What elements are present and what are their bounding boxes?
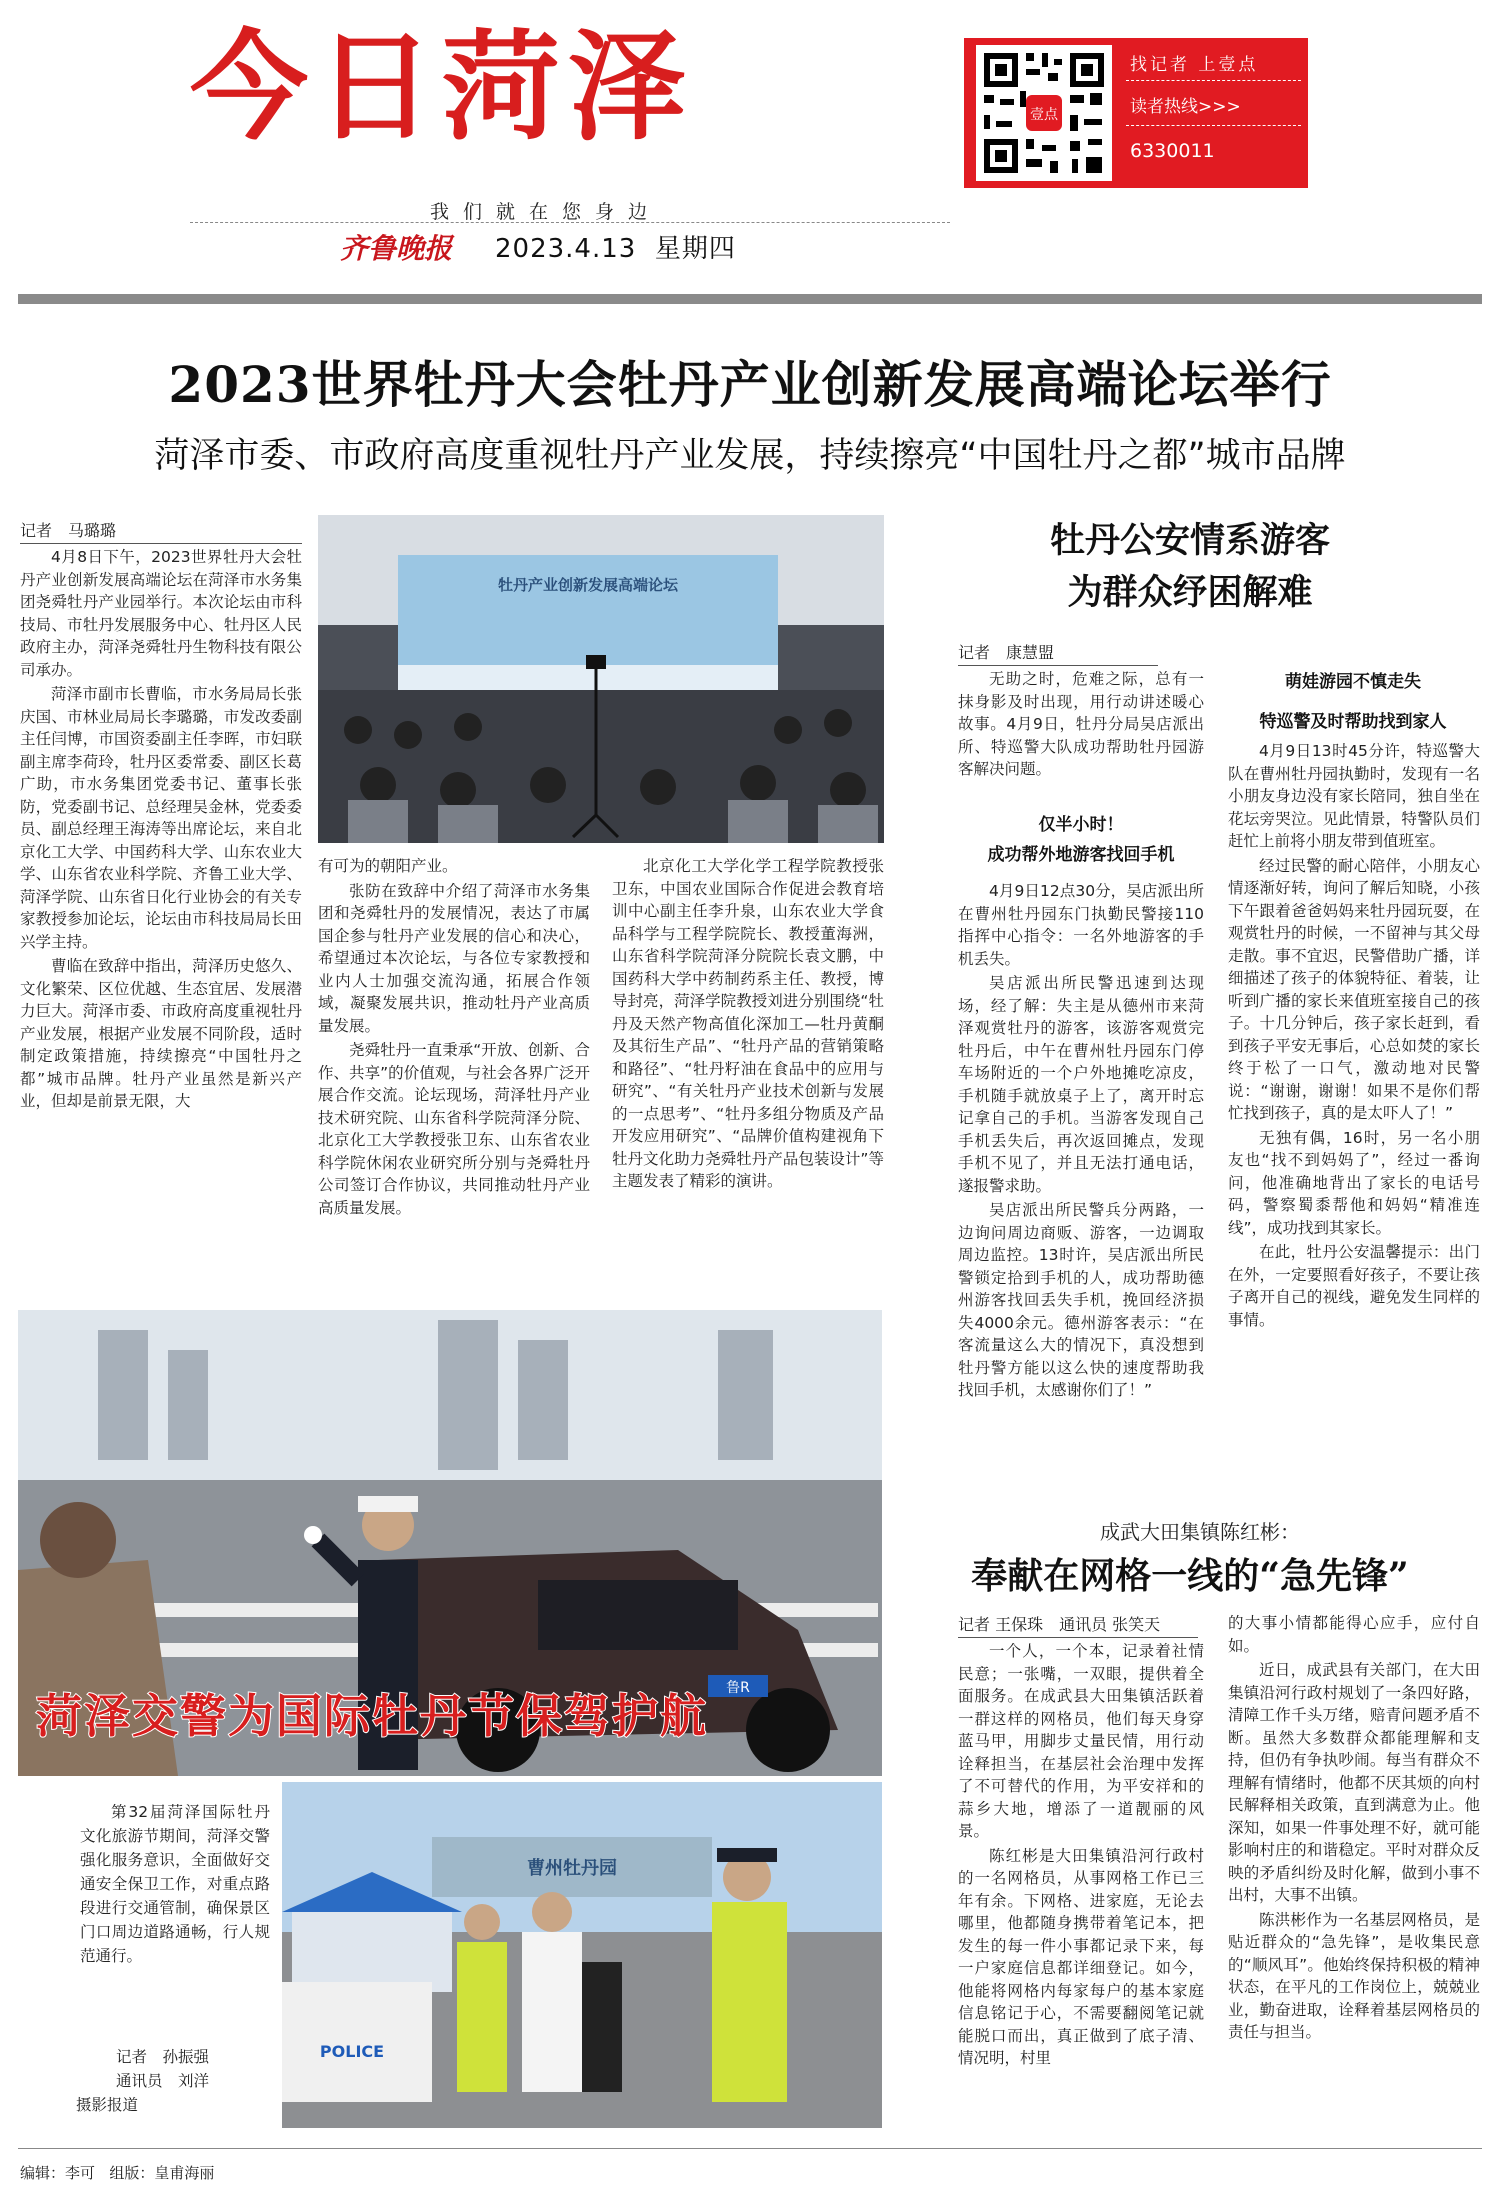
masthead-bar [18,294,1482,304]
police-sub2-body [1228,740,1480,1492]
paragraph: 在此，牡丹公安温馨提示：出门在外，一定要照看好孩子，不要让孩子离开自己的视线，避免发生同样的事情。 [1228,1243,1480,1329]
paragraph: 张防在致辞中介绍了菏泽市水务集团和尧舜牡丹的发展情况，表达了市属国企参与牡丹产业发展的信心和决心，希望通过本次论坛，与各位专家教授和业内人士加强交流沟通，拓展合作领域，凝聚发展共识，推动牡丹产业高质量发展。 [318,881,590,1035]
subheading-line: 萌娃游园不慎走失 [1285,672,1421,692]
paragraph: 曹临在致辞中指出，菏泽历史悠久、文化繁荣、区位优越、生态宜居、发展潜力巨大。菏泽市委、市政府高度重视牡丹产业发展，根据产业发展不同阶段，适时制定政策措施，持续擦亮“中国牡丹之都”城市品牌。牡丹产业虽然是新兴产业，但却是前景无限，大 [20,957,302,1110]
paragraph: 经过民警的耐心陪伴，小朋友心情逐渐好转，询问了解后知晓，小孩下午跟着爸爸妈妈来牡丹园玩耍，在观赏牡丹的时候，一不留神与其父母走散。事不宜迟，民警借助广播，详细描述了孩子的体貌特征、着装，让听到广播的家长来值班室接自己的孩子。十几分钟后，孩子家长赶到，看到孩子平安无事后，心总如焚的家长终于松了一口气，激动地对民警说：“谢谢，谢谢！如果不是你们帮忙找到孩子，真的是太吓人了！” [1228,856,1480,1122]
paragraph: 近日，成武县有关部门，在大田集镇沿河行政村规划了一条四好路，清障工作千头万绪，赔青问题矛盾不断。虽然大多数群众都能理解和支持，但仍有争执吵闹。每当有群众不理解有情绪时，他都不厌其烦的向村民解释相关政策，直到满意为止。他深知，如果一件事处理不好，就可能影响村庄的和谐稳定。平时对群众反映的矛盾纠纷及时化解，做到小事不出村，大事不出镇。 [1228,1661,1480,1904]
traffic-police-photo [18,1310,882,1776]
correspondent-credit: 通讯员 刘洋 [116,2072,210,2090]
main-article-col2 [318,855,590,1275]
paragraph: 第32届菏泽国际牡丹文化旅游节期间，菏泽交警强化服务意识，全面做好交通安全保卫工作，对重点路段进行交通管制，确保景区门口周边道路通畅，行人规范通行。 [80,1803,270,1965]
grid-story-headline: 奉献在网格一线的“急先锋” [971,1555,1409,1597]
paragraph: 无助之时，危难之际，总有一抹身影及时出现，用行动讲述暖心故事。4月9日，牡丹分局吴店派出所、特巡警大队成功帮助牡丹园游客解决问题。 [958,670,1204,778]
paragraph: 菏泽市副市长曹临，市水务局局长张庆国、市林业局局长李璐璐，市发改委副主任闫博，市国资委副主任李晖，市妇联副主席李荷玲，牡丹区委常委、副区长葛广助，市水务集团党委书记、董事长张防，党委副书记、总经理吴金林，党委委员、副总经理王海涛等出席论坛，来自北京化工大学、中国药科大学、山东农业大学、山东省农业科学院、齐鲁工业大学、菏泽学院、山东省日化行业协会的有关专家教授参加论坛，论坛由市科技局局长田兴学主持。 [20,685,302,951]
grid-story-kicker: 成武大田集镇陈红彬： [1100,1520,1300,1544]
grid-story-col2 [1228,1612,1480,2140]
paragraph: 陈红彬是大田集镇沿河行政村的一名网格员，从事网格工作已三年有余。下网格、进家庭，无论去哪里，他都随身携带着笔记本，把发生的每一件小事都记录下来，每一户家庭信息都详细登记。如今，他能将网格内每家每户的基本家庭信息铭记于心，不需要翻阅笔记就能脱口而出，真正做到了底子清、情况明，村里 [958,1846,1204,2067]
paragraph: 吴店派出所民警兵分两路，一边询问周边商贩、游客，一边调取周边监控。13时许，吴店派出所民警锁定拾到手机的人，成功帮助德州游客找回丢失手机，挽回经济损失4000余元。德州游客表示：“在客流量这么大的情况下，真没想到牡丹警方能以这么快的速度帮助我找回手机，太感谢你们了！” [958,1201,1204,1399]
footer-credits [20,2162,214,2183]
paragraph: 吴店派出所民警迅速到达现场，经了解：失主是从德州市来菏泽观赏牡丹的游客，该游客观赏完牡丹后，中午在曹州牡丹园东门停车场附近的一个户外地摊吃凉皮，手机随手就放桌子上了，离开时忘记拿自己的手机。当游客发现自己手机丢失后，再次返回摊点，发现手机不见了，并且无法打通电话，遂报警求助。 [958,974,1204,1195]
traffic-caption-body [80,1800,270,2040]
paragraph: 有可为的朝阳产业。 [318,857,458,875]
gate-traffic-photo [282,1782,882,2128]
editor-credit: 编辑：李可 [20,2164,96,2182]
main-headline: 2023世界牡丹大会牡丹产业创新发展高端论坛举行 [168,355,1332,414]
subheading-line: 仅半小时！ [1038,815,1124,835]
paragraph: 无独有偶，16时，另一名小朋友也“找不到妈妈了”，经过一番询问，他准确地背出了家长的电话号码，警察蜀黍帮他和妈妈“精准连线”，成功找到其家长。 [1228,1128,1480,1237]
police-sub1-body [958,880,1204,1492]
footer-divider [18,2148,1482,2149]
paragraph: 4月8日下午，2023世界牡丹大会牡丹产业创新发展高端论坛在菏泽市水务集团尧舜牡丹产业园举行。本次论坛由市科技局、市牡丹发展服务中心、牡丹区人民政府主办，菏泽尧舜牡丹生物科技有限公司承办。 [20,548,302,679]
police-story-byline: 记者 康慧盟 [958,640,1158,666]
police-sub1-heading [958,810,1204,870]
hotline-label: 读者热线>>> [1130,97,1241,117]
qr-code[interactable] [976,45,1112,181]
date: 2023.4.13 [495,234,637,264]
headline-line: 为群众纾困解难 [1067,572,1313,613]
paragraph: 尧舜牡丹一直秉承“开放、创新、合作、共享”的价值观，与社会各界广泛开展合作交流。论坛现场，菏泽牡丹产业技术研究院、山东省科学院菏泽分院、北京化工大学教授张卫东、山东省农业科学院休闲农业研究所分别与尧舜牡丹公司签订合作协议，共同推动牡丹产业高质量发展。 [318,1041,590,1217]
subheading-line: 成功帮外地游客找回手机 [987,845,1175,865]
license-plate: 鲁R [726,1680,750,1696]
weekday: 星期四 [654,234,736,264]
traffic-caption-credits [76,2045,276,2117]
paragraph: 4月9日12点30分，吴店派出所在曹州牡丹园东门执勤民警接110指挥中心指令：一名外地游客的手机丢失。 [958,882,1204,968]
paragraph: 一个人，一个本，记录着社情民意；一张嘴，一双眼，提供着全面服务。在成武县大田集镇活跃着一群这样的网格员，他们每天身穿蓝马甲，用脚步丈量民情，用行动诠释担当，在基层社会治理中发挥了不可替代的作用，为平安祥和的蒜乡大地，增添了一道靓丽的风景。 [958,1642,1204,1840]
main-byline: 记者 马璐璐 [20,518,302,544]
main-subheadline: 菏泽市委、市政府高度重视牡丹产业发展，持续擦亮“中国牡丹之都”城市品牌 [154,436,1346,476]
headline-line: 牡丹公安情系游客 [1049,520,1330,561]
slogan: 我们就在您身边 [430,201,662,223]
photo-credit: 摄影报道 [76,2096,139,2114]
hotline-divider [1126,125,1301,126]
forum-photo [318,515,884,843]
paragraph: 陈洪彬作为一名基层网格员，是贴近群众的“急先锋”，是收集民意的“顺风耳”。他始终保持积极的精神状态，在平凡的工作岗位上，兢兢业业，勤奋进取，诠释着基层网格员的责任与担当。 [1228,1910,1480,2041]
screen-title: 牡丹产业创新发展高端论坛 [497,576,679,594]
gate-sign: 曹州牡丹园 [527,1858,617,1879]
police-story-headline [900,515,1480,619]
masthead-title: 今日菏泽 [190,18,695,156]
paragraph: 的大事小情都能得心应手，应付自如。 [1228,1614,1480,1655]
qr-pattern-icon [976,45,1112,181]
main-article-col3 [612,855,884,1275]
newspaper-brand: 齐鲁晚报 [340,232,453,265]
hotline-slogan: 找记者 上壹点 [1130,55,1259,75]
main-article-col1 [20,546,302,1278]
layout-credit: 组版：皇甫海丽 [109,2164,215,2182]
issue-date [495,228,736,265]
police-car-text: POLICE [319,2042,385,2061]
qr-badge: 壹点 [1030,107,1058,123]
police-story-intro [958,668,1204,798]
photo-caption-headline: 菏泽交警为国际牡丹节保驾护航 [36,1689,708,1743]
paragraph: 北京化工大学化学工程学院教授张卫东，中国农业国际合作促进会教育培训中心副主任李升泉，山东农业大学食品科学与工程学院院长、教授董海洲，山东省科学院菏泽分院院长袁文鹏，中国药科大学中药制药系主任、教授，博导封亮，菏泽学院教授刘进分别围绕“牡丹及天然产物高值化深加工—牡丹黄酮及其衍生产品”、“牡丹产品的营销策略和路径”、“牡丹籽油在食品中的应用与研究”、“有关牡丹产业技术创新与发展的一点思考”、“牡丹多组分物质及产品开发应用研究”、“品牌价值构建视角下牡丹文化助力尧舜牡丹产品包装设计”等主题发表了精彩的演讲。 [612,857,884,1190]
paragraph: 4月9日13时45分许，特巡警大队在曹州牡丹园执勤时，发现有一名小朋友身边没有家长陪同，独自坐在花坛旁哭泣。见此情景，特警队员们赶忙上前将小朋友带到值班室。 [1228,742,1480,850]
subheading-line: 特巡警及时帮助找到家人 [1259,712,1447,732]
grid-story-byline: 记者 王保珠 通讯员 张笑天 [958,1612,1198,1638]
grid-story-col1 [958,1640,1204,2140]
reporter-credit: 记者 孙振强 [116,2048,210,2066]
hotline-divider [1126,80,1301,81]
police-sub2-heading [1228,662,1478,742]
masthead-divider [190,222,950,223]
hotline-number[interactable]: 6330011 [1130,140,1215,162]
